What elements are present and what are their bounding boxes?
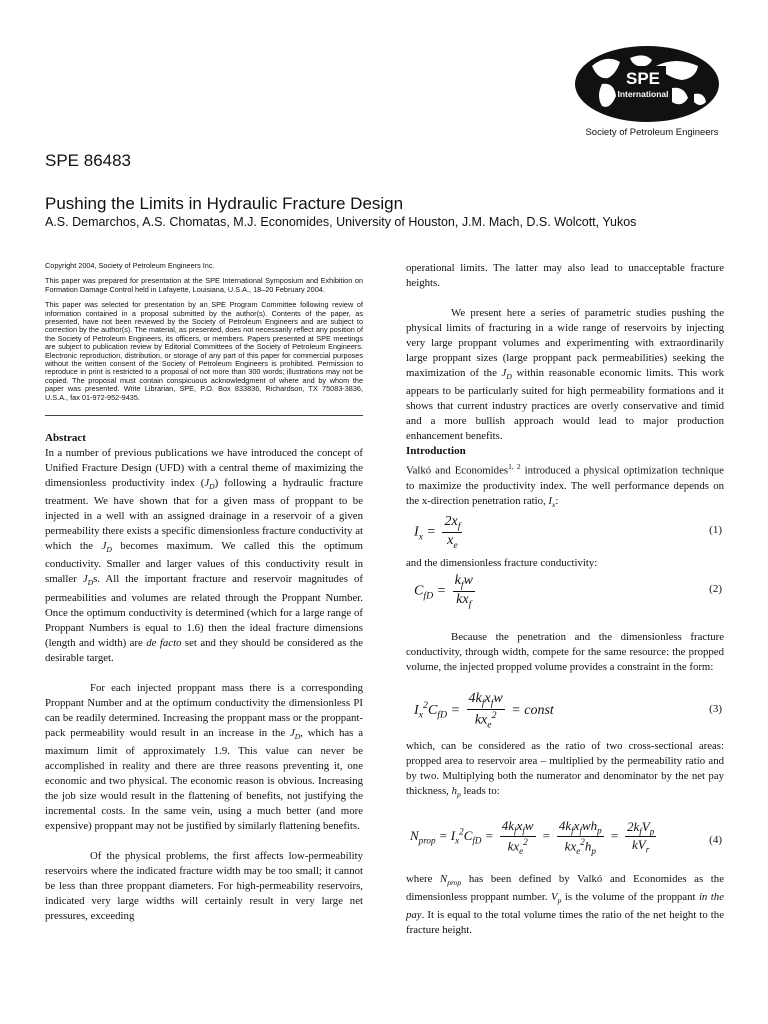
globe-logo-icon <box>572 44 722 140</box>
paper-id: SPE 86483 <box>45 151 132 170</box>
body-paragraph: We present here a series of parametric studies pushing the physical limits of fracturing in a wide range of reservoirs by injecting very large proppant volumes and experimenting with extraordinarily large proppant sizes (large proppant pack permeabilities) seeking the maximization of the $J_D$ within reasonable economic limits. This work appears to be particularly suited for high permeability formations and it shows that current industry practices are overly conservative and timid and a more bullish approach would lead to major production enhancement benefits. <box>406 307 724 443</box>
equation-1: $I_x$ = $\frac{2x_f}{x_e}$ (1) <box>414 513 722 551</box>
right-column <box>406 261 724 938</box>
equation-2: $C_{fD}$ = $\frac{k_fw}{kx_f}$ (2) <box>414 572 722 610</box>
logo-caption: Society of Petroleum Engineers <box>585 127 719 138</box>
abstract-paragraph: For each injected proppant mass there is a corresponding Proppant Number and at the optimum conductivity the dimensionless PI can be readily determined. Increasing the proppant mass or the proppant-pack permeability would result in an increase in the $J_D$, which has a maximum limit of approximately 1.9. This value can never be accomplished in reality and there are three reasons preventing it, one economic and two physical. The economic reason is obvious. Increasing the job size would result in the flattening of benefits, not justifying the incremental costs. In the same vein, using a much better (and more expensive) proppant may not be justified by similarly flattening benefits. <box>45 681 363 832</box>
abstract-paragraph: Of the physical problems, the first affects low-permeability reservoirs where the indicated fracture width may be too small; it cannot be less than three proppant diameters. For high-permeability reservoirs, indicated very large widths will certainly result in very large net pressures, exceeding <box>45 849 363 922</box>
introduction-heading: Introduction <box>406 445 466 458</box>
equation-3: $I_x^2C_{fD}$ = $\frac{4k_fx_fw}{kx_e^2}$ = const (3) <box>414 690 722 731</box>
abstract-paragraph: In a number of previous publications we have introduced the concept of Unified Fracture Design (UFD) with a central theme of maximizing the dimensionless productivity index $(J_D)$ following a hydraulic fracture treatment. We have shown that for a given mass of proppant to be injected in a well with an assigned drainage in a reservoir of a given permeability there exists a specific dimensionless fracture conductivity at which the $J_D$ becomes maximum. We called this the optimum conductivity. Smaller and larger values of this conductivity result in smaller $J_Ds$. All the important fracture and reservoir magnitudes of permeabilities and volumes are related through the Proppant Number. Once the optimum conductivity is determined (which for a large range of Proppant Numbers is equal to 1.6) then the ideal fracture dimensions (length and width) are de facto set and they should be considered as the desirable target. <box>45 447 364 664</box>
equation-4: $N_{prop} = I_x^2C_{fD}$ = $\frac{4k_fx_fw}{kx_e^2}$ = $\frac{4k_fx_fwh_p}{kx_e^2h_p}$ = $\frac{2k_fV_p}{kV_r}$ (4) <box>410 818 722 856</box>
equation-number: (3) <box>709 702 722 715</box>
equation-number: (1) <box>709 523 722 536</box>
review-notice: This paper was selected for presentation by an SPE Program Committee following review of information contained in a proposal submitted by the author(s). Contents of the paper, as presented, have not been reviewed by the Society of Petroleum Engineers and are subject to correction by the author(s). The material, as presented, does not necessarily reflect any position of the Society of Petroleum Engineers, its officers, or members. Papers presented at SPE meetings are subject to publication review by Editorial Committees of the Society of Petroleum Engineers. Electronic reproduction, distribution, or storage of any part of this paper for commercial purposes without the written consent of the Society of Petroleum Engineers is prohibited. Permission to reproduce in print is restricted to a proposal of not more than 300 words; illustrations may not be copied. The proposal must contain conspicuous acknowledgment of where and by whom the paper was presented. Write Librarian, SPE, P.O. Box 833836, Richardson, TX 75083-3836, U.S.A., fax 01-972-952-9435. <box>45 300 363 402</box>
equation-constant: const <box>524 702 554 718</box>
author-list: A.S. Demarchos, A.S. Chomatas, M.J. Economides, University of Houston, J.M. Mach, D.S. Wolcott, Yukos <box>45 215 637 229</box>
body-paragraph: and the dimensionless fracture conductivity: <box>406 556 598 569</box>
equation-number: (2) <box>709 582 722 595</box>
body-paragraph: Because the penetration and the dimensionless fracture conductivity, through width, compete for the same resource: the propped volume, the injected propped volume provides a constraint in the form: <box>406 630 724 673</box>
body-paragraph: Valkó and Economides$^{1, 2}$ introduced a physical optimization technique to maximize the productivity index. The well performance depends on the x-direction penetration ratio, $I_x$: <box>406 462 724 509</box>
logo-subtitle: International <box>617 89 669 99</box>
abstract-heading: Abstract <box>45 432 86 445</box>
body-paragraph: where $N_{prop}$ has been defined by Valkó and Economides as the dimensionless proppant number. $V_p$ is the volume of the proppant in the pay. It is equal to the total volume times the ratio of the net height to the fracture height. <box>406 873 724 937</box>
front-matter-divider <box>45 415 363 416</box>
body-paragraph: which, can be considered as the ratio of two cross-sectional areas: propped area to reservoir area – multiplied by the permeability ratio and by two. Multiplying both the numerator and denominator by the net pay thickness, $h_p$ leads to: <box>406 739 724 800</box>
equation-number: (4) <box>709 834 722 847</box>
body-paragraph: operational limits. The latter may also lead to unacceptable fracture heights. <box>406 262 724 289</box>
presentation-notice: This paper was prepared for presentation at the SPE International Symposium and Exhibition on Formation Damage Control held in Lafayette, Louisiana, U.S.A., 18–20 February 2004. <box>45 276 363 294</box>
logo-text: SPE <box>625 69 661 88</box>
spe-logo <box>572 44 722 140</box>
copyright-notice: Copyright 2004, Society of Petroleum Engineers Inc. <box>45 261 215 270</box>
paper-title: Pushing the Limits in Hydraulic Fracture Design <box>45 194 404 213</box>
left-column <box>45 262 363 924</box>
